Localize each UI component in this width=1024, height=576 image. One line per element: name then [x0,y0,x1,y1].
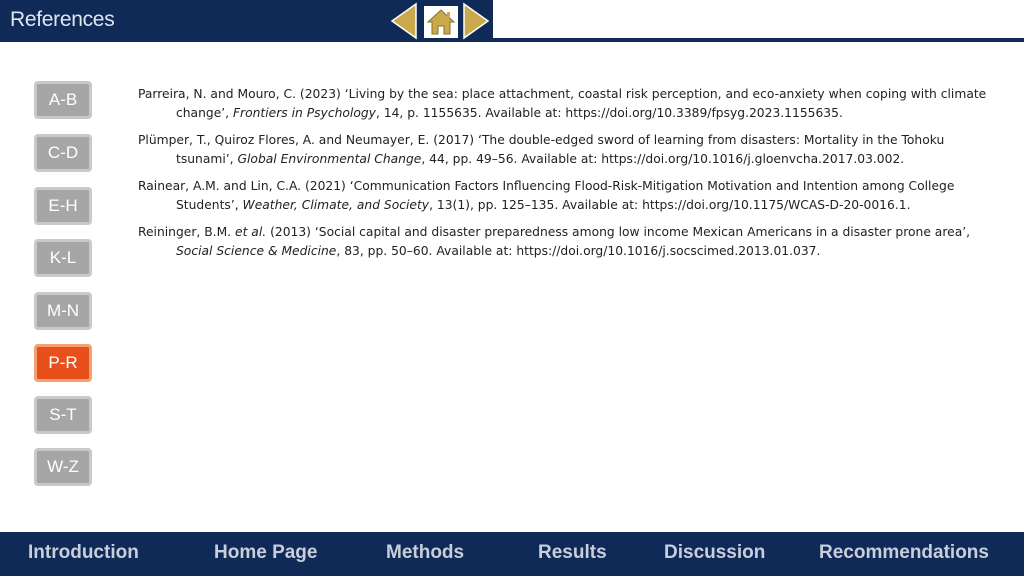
footer-link-recommendations[interactable]: Recommendations [819,542,989,563]
page-title: References [10,8,115,31]
nav-w-z-button[interactable]: W-Z [34,448,92,486]
header-bar [0,0,493,42]
nav-s-t-button[interactable]: S-T [34,396,92,434]
nav-a-b-button[interactable]: A-B [34,81,92,119]
nav-m-n-button[interactable]: M-N [34,292,92,330]
home-icon[interactable] [424,2,458,40]
reference-list [138,85,988,269]
reference-item: Reininger, B.M. et al. (2013) ‘Social capital and disaster preparedness among low income Mexican Americans in a disaster prone area’, Social Science & Medicine, 83, pp. 50–60. Available at: https://doi.org/10.1016/j.socscimed.2013.01.037. [138,225,971,258]
footer-link-methods[interactable]: Methods [386,542,465,563]
footer-link-discussion[interactable]: Discussion [664,542,766,563]
reference-item: Plümper, T., Quiroz Flores, A. and Neumayer, E. (2017) ‘The double-edged sword of learning from disasters: Mortality in the Tohoku tsunami’, Global Environmental Change, 44, pp. 49–56. Available at: https://doi.org/10.1016/j.gloenvcha.2017.03.002. [138,133,945,166]
footer-link-introduction[interactable]: Introduction [28,542,139,563]
nav-controls [390,2,490,40]
nav-e-h-button[interactable]: E-H [34,187,92,225]
nav-k-l-button[interactable]: K-L [34,239,92,277]
back-arrow-icon[interactable] [390,2,418,40]
forward-arrow-icon[interactable] [462,2,490,40]
footer-link-home-page[interactable]: Home Page [214,542,318,563]
nav-c-d-button[interactable]: C-D [34,134,92,172]
header-divider [493,38,1024,42]
footer-nav [0,532,1024,576]
footer-link-results[interactable]: Results [538,542,607,563]
reference-item: Rainear, A.M. and Lin, C.A. (2021) ‘Communication Factors Influencing Flood-Risk-Mitigation Motivation and Intention among College Students’, Weather, Climate, and Society, 13(1), pp. 125–135. Available at: https://doi.org/10.1175/WCAS-D-20-0016.1. [138,179,955,212]
nav-p-r-button[interactable]: P-R [34,344,92,382]
reference-item: Parreira, N. and Mouro, C. (2023) ‘Living by the sea: place attachment, coastal risk perception, and eco-anxiety when coping with climate change’, Frontiers in Psychology, 14, p. 1155635. Available at: https://doi.org/10.3389/fpsyg.2023.1155635. [138,87,987,120]
